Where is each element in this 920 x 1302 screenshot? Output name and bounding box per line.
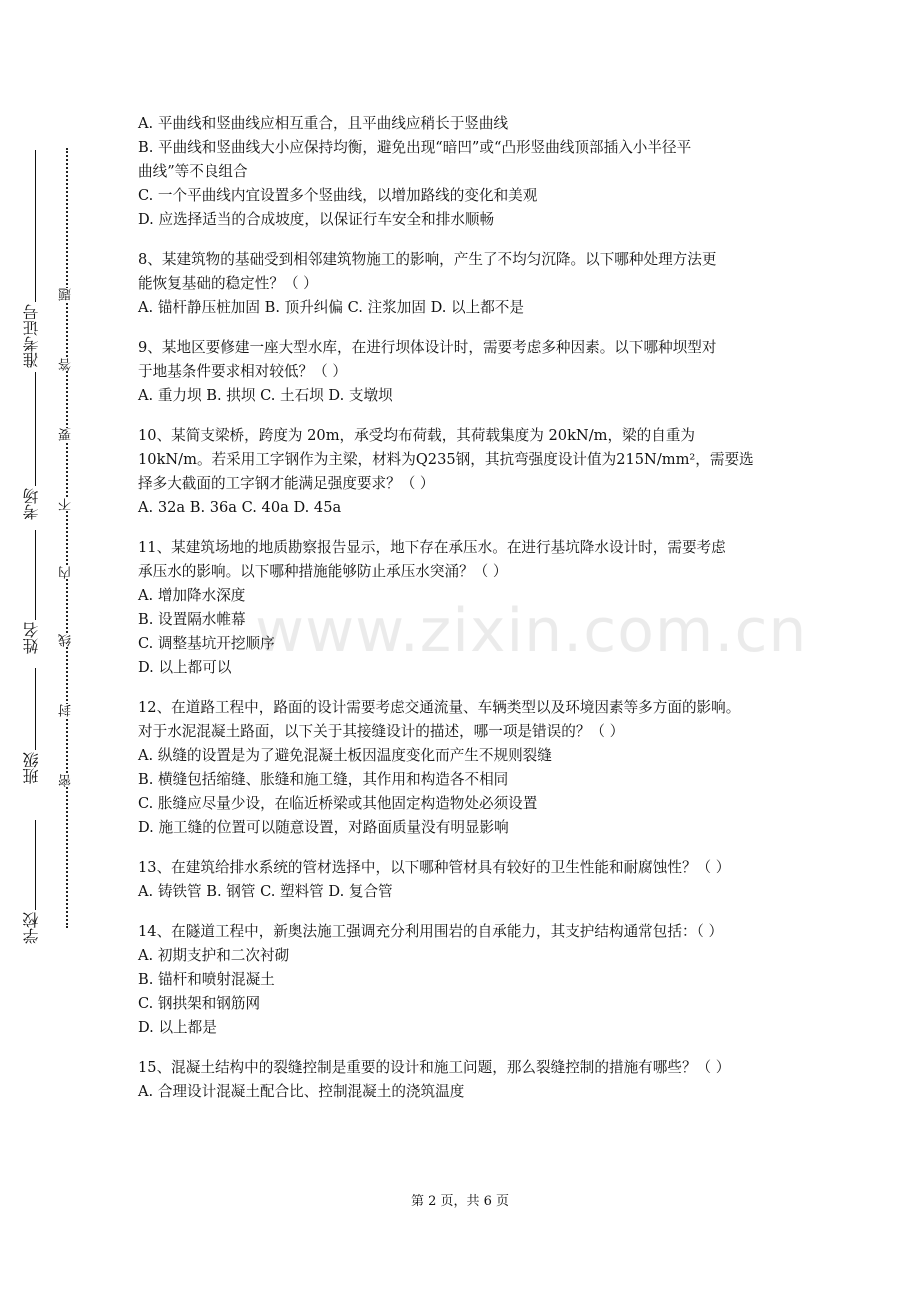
- text-line: 10kN/m。若采用工字钢作为主梁，材料为Q235钢，其抗弯强度设计值为215N/mm²，需要选: [138, 451, 754, 468]
- question-block: [138, 248, 798, 320]
- question-block: [138, 856, 798, 904]
- text-line: A. 合理设计混凝土配合比、控制混凝土的浇筑温度: [138, 1083, 465, 1100]
- seal-char: 线: [59, 634, 74, 647]
- question-block: [138, 696, 798, 840]
- question-block: [138, 424, 798, 520]
- room-label: 考场: [22, 488, 41, 520]
- text-line: A. 初期支护和二次衬砌: [138, 947, 290, 964]
- text-line: 于地基条件要求相对较低？（ ）: [138, 363, 347, 380]
- text-line: 9、某地区要修建一座大型水库，在进行坝体设计时，需要考虑多种因素。以下哪种坝型对: [138, 339, 717, 356]
- text-line: 8、某建筑物的基础受到相邻建筑物施工的影响，产生了不均匀沉降。以下哪种处理方法更: [138, 251, 717, 268]
- text-line: B. 横缝包括缩缝、胀缝和施工缝，其作用和构造各不相同: [138, 771, 509, 788]
- text-line: 曲线”等不良组合: [138, 163, 248, 180]
- text-line: 承压水的影响。以下哪种措施能够防止承压水突涌？（ ）: [138, 563, 508, 580]
- text-line: A. 重力坝 B. 拱坝 C. 土石坝 D. 支墩坝: [138, 387, 393, 404]
- text-line: 11、某建筑场地的地质勘察报告显示，地下存在承压水。在进行基坑降水设计时，需要考虑: [138, 539, 726, 556]
- name-blank-line: [35, 530, 36, 620]
- text-line: 能恢复基础的稳定性？（ ）: [138, 275, 318, 292]
- text-line: A. 增加降水深度: [138, 587, 246, 604]
- id-blank-line: [35, 150, 36, 302]
- text-line: B. 锚杆和喷射混凝土: [138, 971, 275, 988]
- text-line: A. 32a B. 36a C. 40a D. 45a: [138, 499, 342, 516]
- seal-char: 题: [59, 288, 74, 301]
- text-line: D. 应选择适当的合成坡度，以保证行车安全和排水顺畅: [138, 211, 495, 228]
- class-label: 班级: [22, 752, 41, 784]
- text-line: 12、在道路工程中，路面的设计需要考虑交通流量、车辆类型以及环境因素等多方面的影响。: [138, 699, 741, 716]
- seal-char: 内: [59, 566, 74, 579]
- text-line: B. 设置隔水帷幕: [138, 611, 246, 628]
- seal-char: 要: [59, 428, 74, 441]
- text-line: 15、混凝土结构中的裂缝控制是重要的设计和施工问题，那么裂缝控制的措施有哪些？（ ）: [138, 1059, 731, 1076]
- text-line: C. 调整基坑开挖顺序: [138, 635, 275, 652]
- text-line: A. 铸铁管 B. 钢管 C. 塑料管 D. 复合管: [138, 883, 393, 900]
- text-line: 择多大截面的工字钢才能满足强度要求？（ ）: [138, 475, 435, 492]
- text-line: 14、在隧道工程中，新奥法施工强调充分利用围岩的自承能力，其支护结构通常包括：（ ）: [138, 923, 724, 940]
- text-line: 13、在建筑给排水系统的管材选择中，以下哪种管材具有较好的卫生性能和耐腐蚀性？（ ）: [138, 859, 731, 876]
- seal-char: 答: [59, 358, 74, 371]
- seal-char: 不: [59, 498, 74, 511]
- text-line: C. 一个平曲线内宜设置多个竖曲线，以增加路线的变化和美观: [138, 187, 538, 204]
- question-block: [138, 920, 798, 1040]
- question-block: [138, 1056, 798, 1104]
- text-line: A. 纵缝的设置是为了避免混凝土板因温度变化而产生不规则裂缝: [138, 747, 552, 764]
- text-line: D. 施工缝的位置可以随意设置，对路面质量没有明显影响: [138, 819, 509, 836]
- seal-dotted-line: [66, 148, 68, 928]
- text-line: B. 平曲线和竖曲线大小应保持均衡，避免出现“暗凹”或“凸形竖曲线顶部插入小半径平: [138, 139, 692, 156]
- text-line: C. 钢拱架和钢筋网: [138, 995, 261, 1012]
- text-line: D. 以上都可以: [138, 659, 232, 676]
- text-line: A. 锚杆静压桩加固 B. 顶升纠偏 C. 注浆加固 D. 以上都不是: [138, 299, 524, 316]
- text-line: A. 平曲线和竖曲线应相互重合，且平曲线应稍长于竖曲线: [138, 115, 509, 132]
- school-label: 学校: [22, 912, 41, 944]
- name-label: 姓名: [22, 622, 41, 654]
- room-blank-line: [35, 372, 36, 486]
- text-line: 10、某简支梁桥，跨度为 20m，承受均布荷载，其荷载集度为 20kN/m，梁的自重为: [138, 427, 696, 444]
- seal-char: 密: [59, 774, 74, 787]
- id-label: 准考证号: [22, 304, 41, 368]
- text-line: 对于水泥混凝土路面，以下关于其接缝设计的描述，哪一项是错误的？（ ）: [138, 723, 625, 740]
- watermark: www.zixin.com.cn: [255, 596, 808, 666]
- class-blank-line: [35, 668, 36, 750]
- binding-margin: [0, 0, 90, 1302]
- school-blank-line: [35, 820, 36, 910]
- seal-char: 封: [59, 704, 74, 717]
- text-line: C. 胀缝应尽量少设，在临近桥梁或其他固定构造物处必须设置: [138, 795, 538, 812]
- text-line: D. 以上都是: [138, 1019, 217, 1036]
- question-block: [138, 336, 798, 408]
- question-block: [138, 112, 798, 232]
- page-footer: 第 2 页，共 6 页: [410, 1194, 510, 1209]
